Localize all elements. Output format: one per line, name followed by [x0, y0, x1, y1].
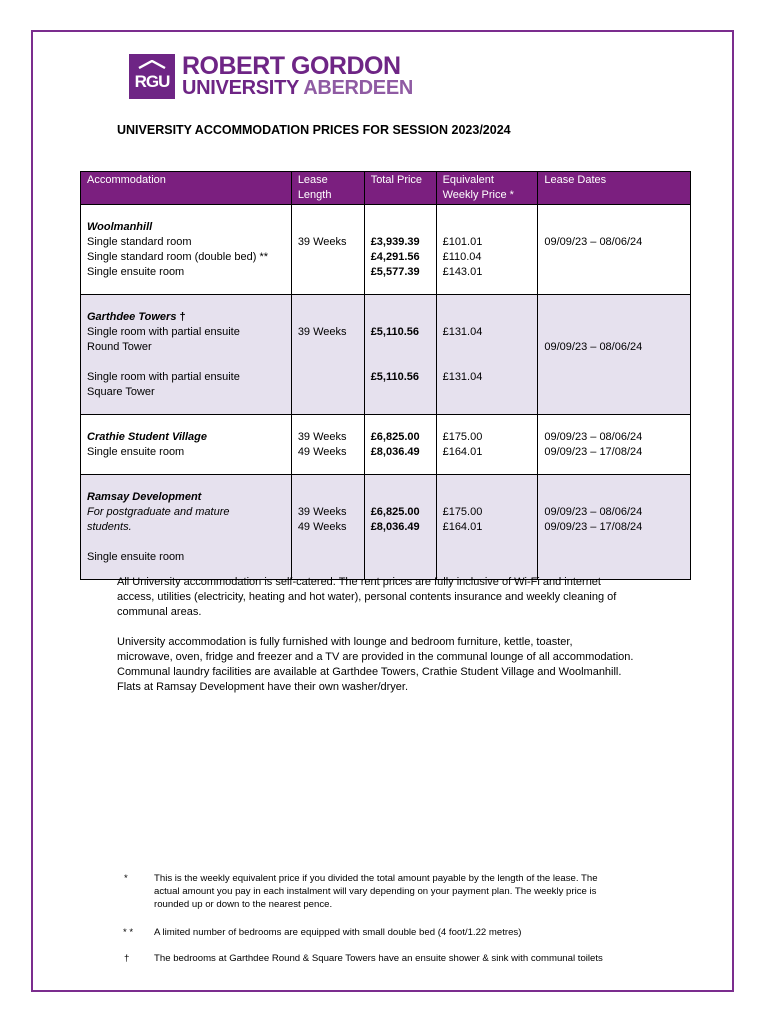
logo-badge: [129, 54, 175, 99]
cell-garthdee-dates: [538, 295, 691, 415]
table-header-row: [81, 172, 691, 205]
p2-line-3: Communal laundry facilities are available at Garthdee Towers, Crathie Student Village and Woolmanhill.: [117, 666, 622, 678]
table-row-crathie: [81, 415, 691, 475]
ramsay-weekly-1: £175.00: [442, 506, 483, 518]
cell-crathie-weekly: [436, 415, 538, 475]
spacer: [443, 340, 532, 355]
table-row-ramsay: [81, 475, 691, 580]
cell-crathie-dates: [538, 415, 691, 475]
cell-woolmanhill-lease: [291, 205, 364, 295]
logo-line2: [182, 77, 413, 100]
spacer: [87, 355, 285, 370]
ramsay-note-2: students.: [87, 521, 132, 533]
garthdee-name: Garthdee Towers: [87, 311, 177, 323]
spacer: [371, 340, 430, 355]
document-title: UNIVERSITY ACCOMMODATION PRICES FOR SESSION 2023/2024: [117, 123, 511, 137]
cell-crathie-lease: [291, 415, 364, 475]
garthdee-room-1-tower: Round Tower: [87, 341, 152, 353]
ramsay-lease-2: 49 Weeks: [297, 521, 347, 533]
garthdee-room-1: Single room with partial ensuite: [87, 326, 240, 338]
p2-line-4: Flats at Ramsay Development have their own washer/dryer.: [117, 681, 409, 693]
p2-line-2: microwave, oven, fridge and freezer and a TV are provided in the communal lounge of all accommodation.: [117, 651, 634, 663]
spacer: [443, 355, 532, 370]
crathie-dates-1: 09/09/23 – 08/06/24: [544, 431, 643, 443]
garthdee-room-2: Single room with partial ensuite: [87, 371, 240, 383]
ramsay-weekly-2: £164.01: [442, 521, 483, 533]
woolmanhill-room-1: Single standard room: [87, 236, 192, 248]
footnote-text: [154, 952, 659, 965]
woolmanhill-weekly-2: £110.04: [442, 251, 482, 263]
cell-ramsay-weekly: [436, 475, 538, 580]
garthdee-lease: 39 Weeks: [297, 326, 347, 338]
spacer: [87, 535, 285, 550]
footnote-2-line-1: A limited number of bedrooms are equipped with small double bed (4 foot/1.22 metres): [154, 927, 522, 938]
header-weekly-line1: Equivalent: [442, 174, 494, 186]
crathie-room: Single ensuite room: [87, 446, 185, 458]
ramsay-room: Single ensuite room: [87, 551, 185, 563]
crathie-name: Crathie Student Village: [87, 431, 208, 443]
footnote-1-line-3: rounded up or down to the nearest pence.: [154, 899, 333, 910]
garthdee-weekly-2: £131.04: [442, 371, 483, 383]
header-lease-line2: Length: [297, 189, 332, 201]
logo-aberdeen: ABERDEEN: [303, 77, 414, 99]
cell-ramsay-rooms: [81, 475, 292, 580]
p1-line-3: communal areas.: [117, 606, 202, 618]
ramsay-total-1: £6,825.00: [370, 506, 420, 518]
woolmanhill-total-1: £3,939.39: [370, 236, 420, 248]
garthdee-weekly-1: £131.04: [442, 326, 483, 338]
crathie-total-2: £8,036.49: [370, 446, 420, 458]
p1-line-2: access, utilities (electricity, heating and hot water), personal contents insurance and weekly cleaning of: [117, 591, 617, 603]
crathie-weekly-1: £175.00: [442, 431, 483, 443]
ramsay-name: Ramsay Development: [87, 491, 202, 503]
cell-garthdee-weekly: [436, 295, 538, 415]
header-accommodation: Accommodation: [81, 172, 292, 205]
logo-university: UNIVERSITY: [182, 77, 299, 99]
logo-badge-text: RGU: [134, 72, 170, 91]
footnote-mark: †: [124, 953, 130, 964]
woolmanhill-total-2: £4,291.56: [370, 251, 420, 263]
woolmanhill-weekly-3: £143.01: [442, 266, 483, 278]
garthdee-title: [87, 310, 285, 325]
header-lease-line1: Lease: [297, 174, 328, 186]
cell-garthdee-lease: [291, 295, 364, 415]
header-lease-length: [291, 172, 364, 205]
cell-woolmanhill-weekly: [436, 205, 538, 295]
cell-garthdee-rooms: [81, 295, 292, 415]
footnote-1-line-2: actual amount you pay in each instalment will vary depending on your payment plan. The weekly price is: [154, 886, 597, 897]
cell-crathie-rooms: [81, 415, 292, 475]
woolmanhill-weekly-1: £101.01: [442, 236, 483, 248]
spacer: [371, 355, 430, 370]
cell-ramsay-dates: [538, 475, 691, 580]
crathie-lease-1: 39 Weeks: [297, 431, 347, 443]
garthdee-total-2: £5,110.56: [370, 371, 420, 383]
crathie-lease-2: 49 Weeks: [297, 446, 347, 458]
cell-crathie-total: [364, 415, 436, 475]
dagger-mark: †: [179, 311, 186, 323]
ramsay-dates-2: 09/09/23 – 17/08/24: [544, 521, 643, 533]
crathie-total-1: £6,825.00: [370, 431, 420, 443]
ramsay-total-2: £8,036.49: [370, 521, 420, 533]
cell-ramsay-lease: [291, 475, 364, 580]
woolmanhill-room-2: Single standard room (double bed) **: [87, 251, 269, 263]
accommodation-table: [80, 171, 691, 580]
footnote-3-line-1: The bedrooms at Garthdee Round & Square Towers have an ensuite shower & sink with communal toilets: [154, 953, 603, 964]
woolmanhill-dates: 09/09/23 – 08/06/24: [544, 236, 643, 248]
paragraph-furnished: [117, 635, 687, 695]
ramsay-note-1: For postgraduate and mature: [87, 506, 230, 518]
ramsay-lease-1: 39 Weeks: [297, 506, 347, 518]
garthdee-dates: 09/09/23 – 08/06/24: [544, 341, 643, 353]
crathie-dates-2: 09/09/23 – 17/08/24: [544, 446, 643, 458]
crathie-weekly-2: £164.01: [442, 446, 483, 458]
header-total-price: Total Price: [364, 172, 436, 205]
cell-ramsay-total: [364, 475, 436, 580]
table-row-garthdee: [81, 295, 691, 415]
ramsay-dates-1: 09/09/23 – 08/06/24: [544, 506, 643, 518]
woolmanhill-name: Woolmanhill: [87, 221, 153, 233]
woolmanhill-total-3: £5,577.39: [370, 266, 420, 278]
p1-line-1: All University accommodation is self-catered. The rent prices are fully inclusive of Wi-Fi and internet: [117, 576, 601, 588]
woolmanhill-lease: 39 Weeks: [297, 236, 347, 248]
footnote-text: [154, 872, 659, 911]
p2-line-1: University accommodation is fully furnished with lounge and bedroom furniture, kettle, toaster,: [117, 636, 573, 648]
paragraph-self-catered: [117, 575, 687, 620]
logo-line1: ROBERT GORDON: [182, 52, 401, 80]
footnote-mark: * *: [123, 927, 134, 938]
garthdee-total-1: £5,110.56: [370, 326, 420, 338]
cell-woolmanhill-total: [364, 205, 436, 295]
footnote-text: [154, 926, 659, 939]
cell-woolmanhill-dates: [538, 205, 691, 295]
footnote-mark: *: [124, 873, 128, 884]
cell-garthdee-total: [364, 295, 436, 415]
table-row-woolmanhill: [81, 205, 691, 295]
garthdee-room-2-tower: Square Tower: [87, 386, 155, 398]
woolmanhill-room-3: Single ensuite room: [87, 266, 185, 278]
header-lease-dates: Lease Dates: [538, 172, 691, 205]
footnote-1-line-1: This is the weekly equivalent price if you divided the total amount payable by the length of the lease. The: [154, 873, 598, 884]
header-weekly-price: [436, 172, 538, 205]
header-weekly-line2: Weekly Price *: [442, 189, 514, 201]
cell-woolmanhill-rooms: [81, 205, 292, 295]
roof-icon: [137, 60, 167, 69]
